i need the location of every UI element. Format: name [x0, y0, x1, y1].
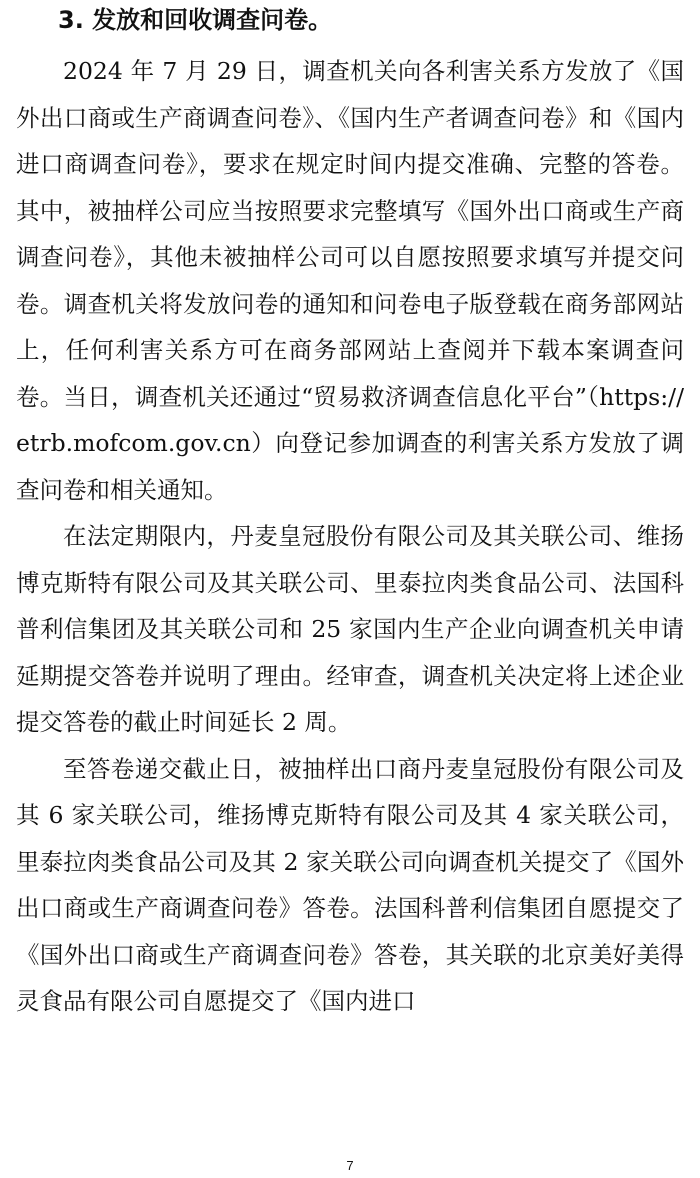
section-heading: 3. 发放和回收调查问卷。 — [58, 6, 333, 34]
page-number: 7 — [346, 1158, 354, 1173]
body-text — [16, 48, 684, 1025]
paragraph-answers-submitted: 至答卷递交截止日，被抽样出口商丹麦皇冠股份有限公司及其 6 家关联公司，维扬博克斯特有限公司及其 4 家关联公司，里泰拉肉类食品公司及其 2 家关联公司向调查机关提交了《国外出口商或生产商调查问卷》答卷。法国科普利信集团自愿提交了《国外出口商或生产商调查问卷》答卷，其关联的北京美好美得灵食品有限公司自愿提交了《国内进口 — [16, 754, 684, 1015]
paragraph-questionnaire-issuance: 2024 年 7 月 29 日，调查机关向各利害关系方发放了《国外出口商或生产商调查问卷》、《国内生产者调查问卷》和《国内进口商调查问卷》，要求在规定时间内提交准确、完整的答卷。其中，被抽样公司应当按照要求完整填写《国外出口商或生产商调查问卷》，其他未被抽样公司可以自愿按照要求填写并提交问卷。调查机关将发放问卷的通知和问卷电子版登载在商务部网站上，任何利害关系方可在商务部网站上查阅并下载本案调查问卷。当日，调查机关还通过“贸易救济调查信息化平台”（https:// etrb.mofcom.gov.cn）向登记参加调查的利害关系方发放了调查问卷和相关通知。 — [16, 57, 684, 504]
paragraph-extension-request: 在法定期限内，丹麦皇冠股份有限公司及其关联公司、维扬博克斯特有限公司及其关联公司、里泰拉肉类食品公司、法国科普利信集团及其关联公司和 25 家国内生产企业向调查机关申请延期提交答卷并说明了理由。经审查，调查机关决定将上述企业提交答卷的截止时间延长 2 周。 — [16, 522, 684, 736]
